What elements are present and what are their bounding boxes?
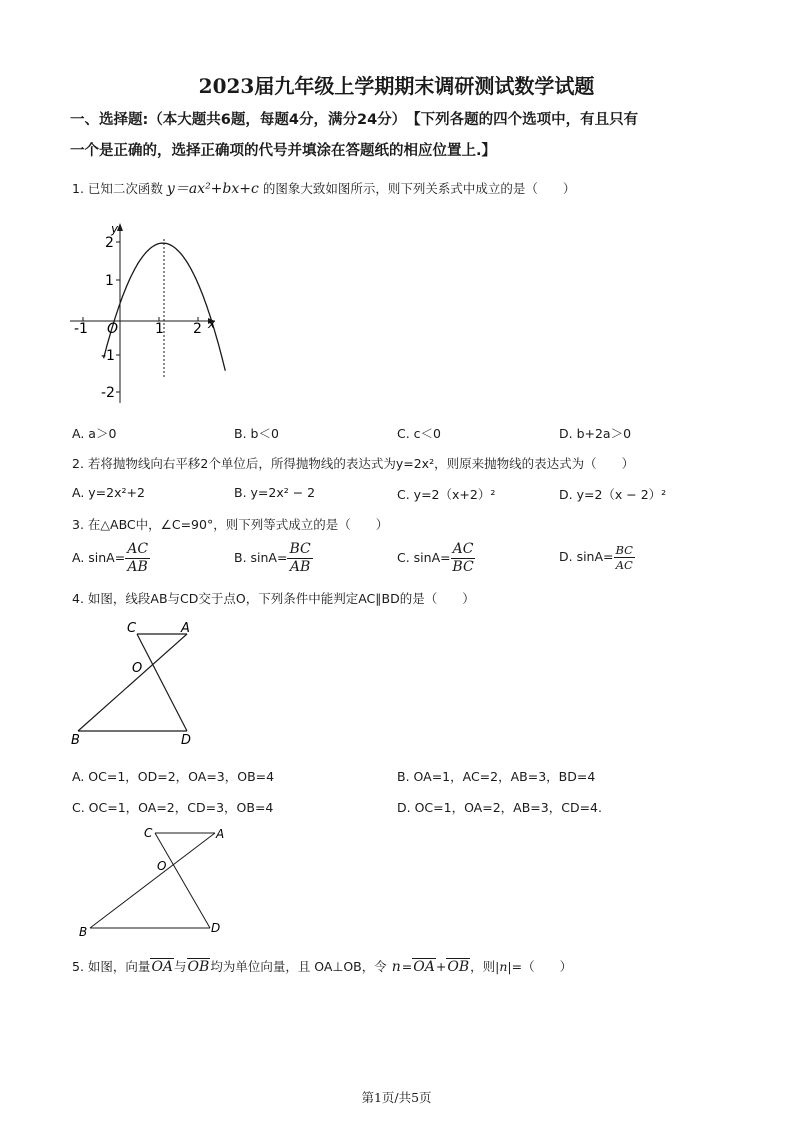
q3-option-c bbox=[397, 541, 475, 576]
question-1 bbox=[72, 178, 575, 198]
question-1-suffix: 的图象大致如图所示，则下列关系式中成立的是（ ） bbox=[262, 181, 576, 196]
vector-ob: OB bbox=[447, 959, 470, 975]
page-title: 2023届九年级上学期期末调研测试数学试题 bbox=[198, 74, 595, 98]
vector-n: n bbox=[391, 959, 401, 975]
q3-option-b bbox=[234, 541, 313, 576]
question-2: 2. 若将抛物线向右平移2个单位后，所得抛物线的表达式为y=2x²，则原来抛物线的表达式为（ ） bbox=[72, 456, 635, 471]
q1-option-c: C. c＜0 bbox=[397, 426, 442, 441]
q4-option-d: D. OC=1，OA=2，AB=3，CD=4. bbox=[397, 800, 602, 815]
numerator: AC bbox=[452, 541, 474, 557]
fraction bbox=[451, 541, 476, 576]
question-1-formula: y＝ax²+bx+c bbox=[166, 181, 259, 197]
equals-sign: = bbox=[401, 959, 413, 974]
point-b-label: B bbox=[71, 733, 80, 748]
origin-label: O bbox=[107, 321, 119, 337]
q3-option-d-label: D. sinA= bbox=[559, 549, 614, 564]
denominator: AC bbox=[615, 558, 633, 572]
point-o-label: O bbox=[132, 661, 143, 676]
q4-figure bbox=[65, 615, 205, 750]
vector-ob: OB bbox=[187, 959, 210, 975]
magnitude-n: |n| bbox=[495, 959, 512, 974]
q1-option-b: B. b＜0 bbox=[234, 426, 279, 441]
x-axis-label: x bbox=[208, 317, 216, 331]
question-5-number: 5. bbox=[72, 959, 84, 974]
segment-cd bbox=[155, 833, 210, 928]
segment-ab bbox=[78, 634, 187, 731]
q3-option-c-label: C. sinA= bbox=[397, 550, 451, 565]
q1-option-a: A. a＞0 bbox=[72, 426, 117, 441]
question-1-number: 1. bbox=[72, 181, 84, 196]
q2-option-b: B. y=2x² − 2 bbox=[234, 485, 316, 500]
numerator: BC bbox=[615, 543, 633, 557]
question-5-text: =（ ） bbox=[511, 959, 573, 974]
point-a-label: A bbox=[216, 827, 225, 841]
y-tick-label: -1 bbox=[101, 348, 115, 364]
q4-option-a: A. OC=1，OD=2，OA=3，OB=4 bbox=[72, 769, 275, 784]
fraction bbox=[614, 543, 635, 572]
point-d-label: D bbox=[211, 921, 221, 935]
question-5-text: 与 bbox=[174, 959, 187, 974]
question-4: 4. 如图，线段AB与CD交于点O，下列条件中能判定AC∥BD的是（ ） bbox=[72, 591, 475, 606]
question-1-prefix: 已知二次函数 bbox=[87, 181, 163, 196]
y-axis-label: y bbox=[111, 222, 119, 236]
question-5 bbox=[72, 957, 572, 975]
q2-option-c: C. y=2（x+2）² bbox=[397, 487, 496, 502]
point-d-label: D bbox=[181, 733, 192, 748]
vector-oa: OA bbox=[151, 959, 174, 975]
y-tick-label: -2 bbox=[101, 385, 115, 401]
page-footer: 第1页/共5页 bbox=[361, 1090, 432, 1105]
q2-option-d: D. y=2（x − 2）² bbox=[559, 487, 667, 502]
point-a-label: A bbox=[181, 621, 190, 636]
q4-option-c: C. OC=1，OA=2，CD=3，OB=4 bbox=[72, 800, 274, 815]
x-tick-label: 2 bbox=[193, 321, 202, 337]
y-tick-label: 1 bbox=[105, 273, 114, 289]
section-heading-line2: 一个是正确的，选择正确项的代号并填涂在答题纸的相应位置上.】 bbox=[70, 143, 497, 159]
y-tick-label: 2 bbox=[105, 235, 114, 251]
q3-option-a-label: A. sinA= bbox=[72, 550, 126, 565]
question-5-text: ，则 bbox=[470, 959, 496, 974]
q3-option-a bbox=[72, 541, 150, 576]
point-o-label: O bbox=[157, 859, 167, 873]
q3-option-b-label: B. sinA= bbox=[234, 550, 288, 565]
x-tick-label: -1 bbox=[74, 321, 88, 337]
q3-option-d bbox=[559, 543, 635, 572]
q4-figure-copy bbox=[70, 824, 240, 942]
plus-sign: + bbox=[435, 959, 447, 974]
question-5-text: 如图，向量 bbox=[87, 959, 151, 974]
point-b-label: B bbox=[79, 925, 88, 939]
denominator: AB bbox=[289, 559, 311, 575]
segment-ab bbox=[90, 833, 215, 928]
q4-option-b: B. OA=1，AC=2，AB=3，BD=4 bbox=[397, 769, 596, 784]
x-tick-label: 1 bbox=[155, 321, 164, 337]
parabola-graph bbox=[65, 215, 235, 415]
fraction bbox=[125, 541, 150, 576]
segment-cd bbox=[137, 634, 187, 731]
fraction bbox=[287, 541, 312, 576]
point-c-label: C bbox=[144, 826, 153, 840]
denominator: BC bbox=[452, 559, 474, 575]
question-5-text: 均为单位向量，且 OA⊥OB，令 bbox=[210, 959, 387, 974]
q2-option-a: A. y=2x²+2 bbox=[72, 485, 145, 500]
numerator: BC bbox=[289, 541, 311, 557]
vector-oa: OA bbox=[413, 959, 435, 975]
point-c-label: C bbox=[127, 621, 137, 636]
section-heading-line1: 一、选择题:（本大题共6题，每题4分，满分24分） 【下列各题的四个选项中，有且只有 bbox=[70, 112, 639, 128]
q1-option-d: D. b+2a＞0 bbox=[559, 426, 632, 441]
question-3: 3. 在△ABC中，∠C=90°，则下列等式成立的是（ ） bbox=[72, 517, 389, 532]
numerator: AC bbox=[127, 541, 149, 557]
denominator: AB bbox=[127, 559, 148, 575]
